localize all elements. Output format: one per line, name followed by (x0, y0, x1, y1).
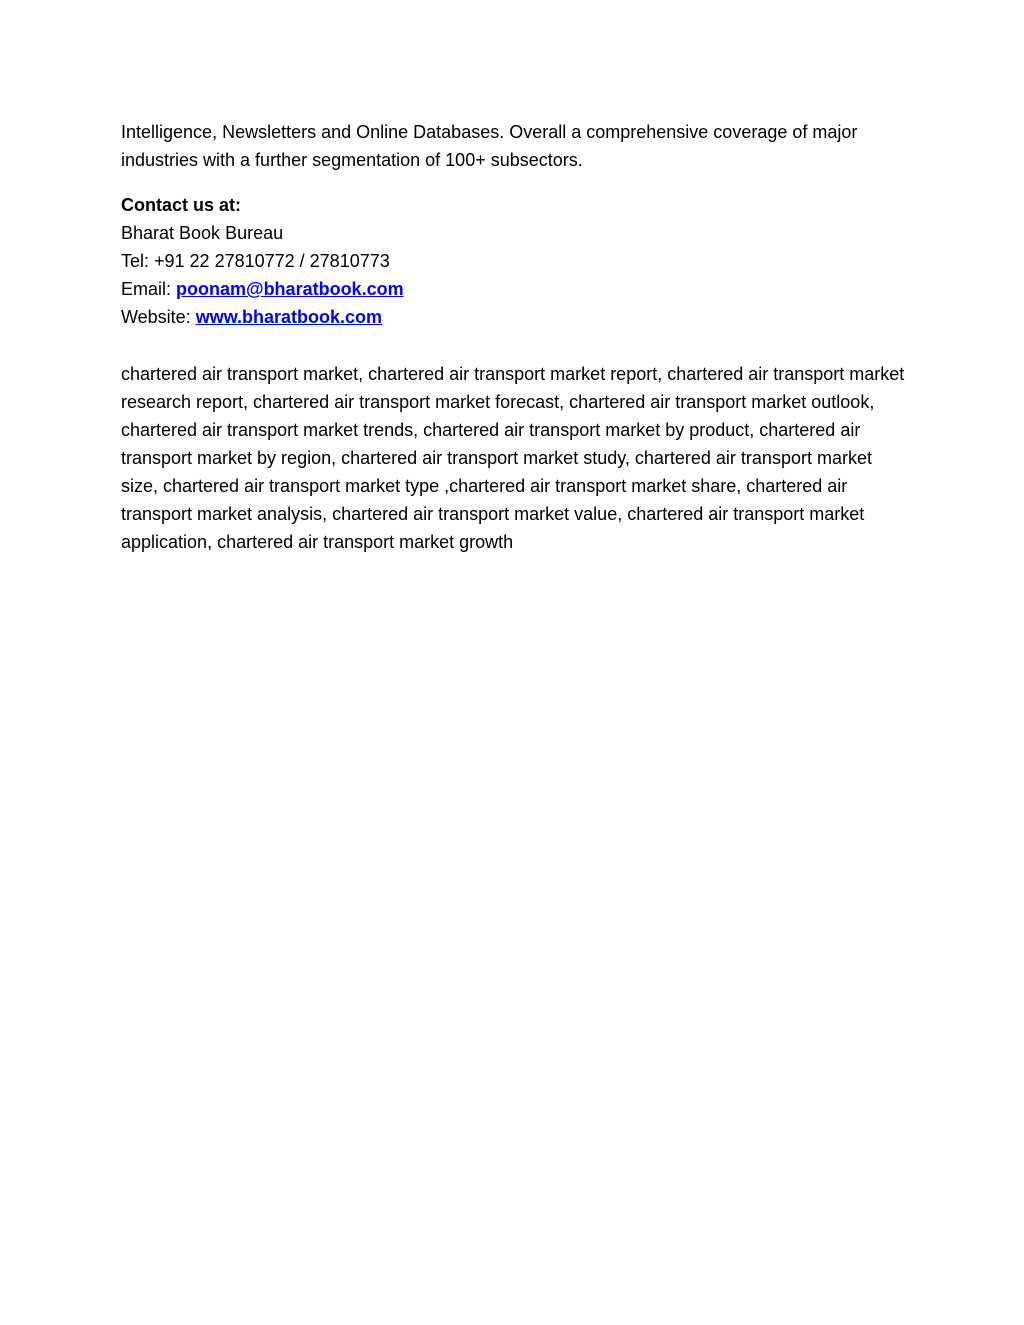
website-label: Website: (121, 307, 196, 327)
contact-heading: Contact us at: (121, 195, 242, 215)
email-line (121, 275, 911, 303)
keywords-paragraph: chartered air transport market, chartered air transport market report, chartered air transport market research report, chartered air transport market forecast, chartered air transport market outlook, chartered air transport market trends, chartered air transport market by product, chartered air transport market by region, chartered air transport market study, chartered air transport market size, chartered air transport market type ,chartered air transport market share, chartered air transport market analysis, chartered air transport market value, chartered air transport market application, chartered air transport market growth (121, 364, 905, 552)
email-link[interactable]: poonam@bharatbook.com (176, 279, 404, 299)
company-name: Bharat Book Bureau (121, 223, 284, 243)
intro-paragraph: Intelligence, Newsletters and Online Databases. Overall a comprehensive coverage of major industries with a further segmentation of 100+ subsectors. (121, 122, 858, 170)
website-link[interactable]: www.bharatbook.com (195, 307, 383, 327)
email-label: Email: (121, 279, 177, 299)
contact-block (121, 191, 911, 331)
website-line (121, 303, 911, 331)
telephone-line: Tel: +91 22 27810772 / 27810773 (121, 251, 390, 271)
document-page (121, 118, 911, 556)
